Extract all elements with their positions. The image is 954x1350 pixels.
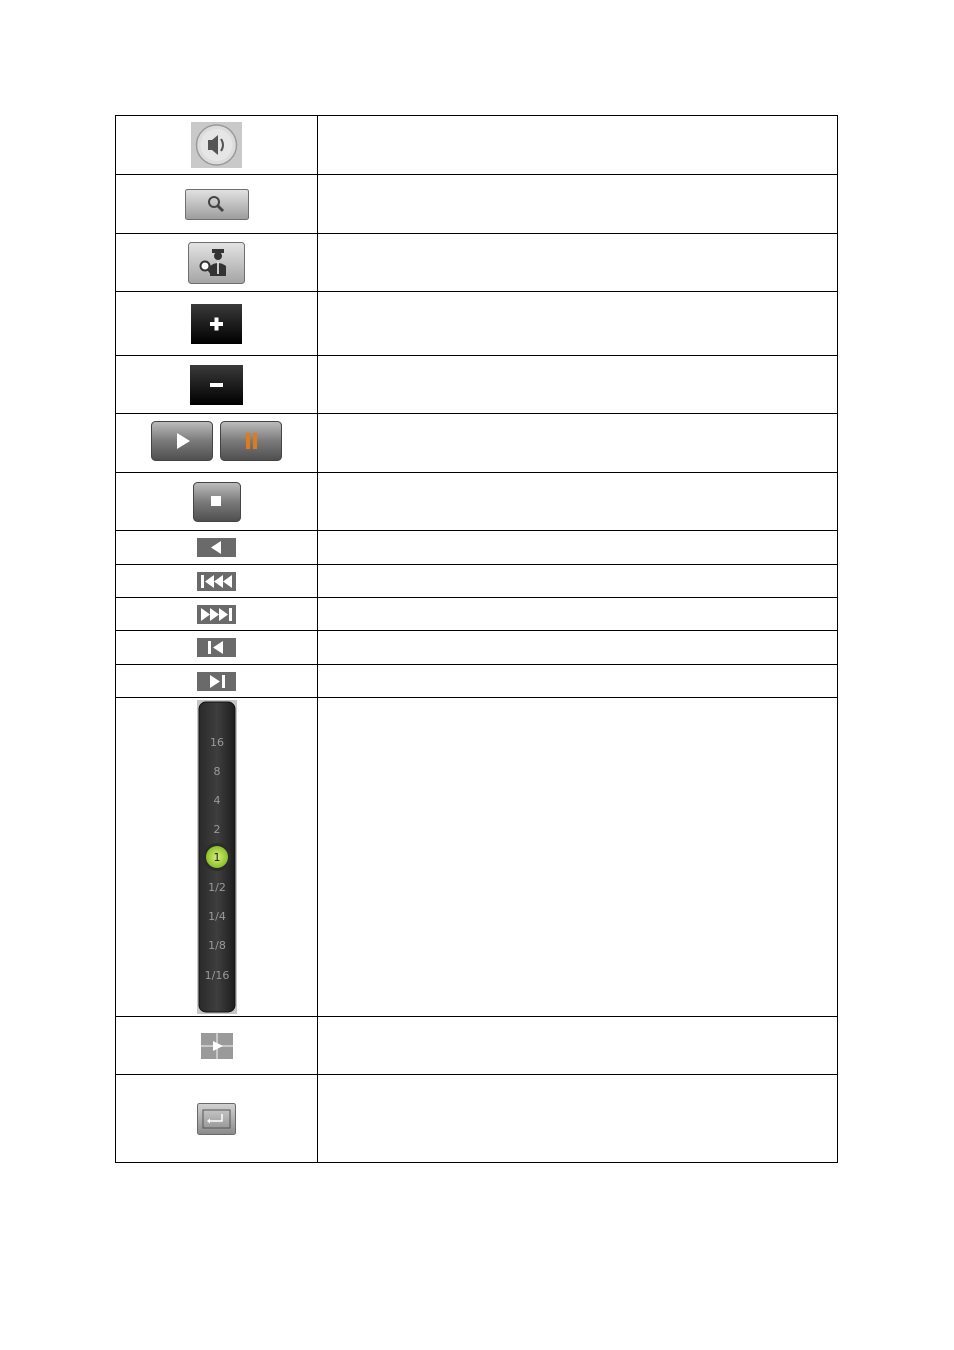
step-back-icon[interactable]: [197, 638, 236, 657]
speed-label-16: 16: [209, 736, 224, 749]
move-icon[interactable]: [201, 1033, 233, 1059]
fast-rewind-icon[interactable]: [197, 572, 236, 591]
description-cell: [318, 531, 838, 565]
search-icon[interactable]: [185, 189, 249, 220]
speed-label-1-8: 1/8: [207, 939, 226, 952]
table-row: [116, 356, 838, 414]
speed-label-8: 8: [213, 765, 220, 778]
description-cell: [318, 116, 838, 175]
icon-cell: [116, 356, 318, 414]
description-cell: [318, 631, 838, 665]
icon-cell: [116, 1017, 318, 1075]
description-cell: [318, 292, 838, 356]
table-row: [116, 116, 838, 175]
table-row: [116, 473, 838, 531]
description-cell: [318, 698, 838, 1017]
table-row: [116, 175, 838, 234]
icon-cell: [116, 698, 318, 1017]
table-row: [116, 698, 838, 1017]
minus-icon[interactable]: [190, 365, 243, 405]
table-row: [116, 598, 838, 631]
speaker-icon[interactable]: [191, 122, 242, 168]
icon-cell: [116, 1075, 318, 1163]
table-row: [116, 531, 838, 565]
play-icon[interactable]: [151, 421, 213, 461]
icon-cell: [116, 414, 318, 473]
pause-icon[interactable]: [220, 421, 282, 461]
table-row: [116, 565, 838, 598]
table-row: [116, 631, 838, 665]
plus-icon[interactable]: [191, 304, 242, 344]
icon-cell: [116, 175, 318, 234]
icon-description-table: [115, 115, 838, 1163]
description-cell: [318, 473, 838, 531]
icon-cell: [116, 116, 318, 175]
speed-slider[interactable]: [197, 700, 237, 1014]
icon-cell: [116, 292, 318, 356]
description-cell: [318, 665, 838, 698]
stop-icon[interactable]: [193, 482, 241, 522]
description-cell: [318, 175, 838, 234]
icon-cell: [116, 531, 318, 565]
speed-label-1: 1: [213, 851, 220, 864]
description-cell: [318, 598, 838, 631]
enter-icon[interactable]: [197, 1103, 236, 1135]
step-forward-icon[interactable]: [197, 672, 236, 691]
icon-cell: [116, 631, 318, 665]
speed-label-1-2: 1/2: [207, 881, 226, 894]
reverse-play-icon[interactable]: [197, 538, 236, 557]
table-row: [116, 414, 838, 473]
table-row: [116, 1075, 838, 1163]
description-cell: [318, 1075, 838, 1163]
fast-forward-icon[interactable]: [197, 605, 236, 624]
icon-cell: [116, 565, 318, 598]
table-row: [116, 234, 838, 292]
description-cell: [318, 1017, 838, 1075]
table-row: [116, 1017, 838, 1075]
speed-label-2: 2: [213, 823, 220, 836]
description-cell: [318, 234, 838, 292]
person-search-icon[interactable]: [188, 242, 245, 284]
table-row: [116, 665, 838, 698]
description-cell: [318, 356, 838, 414]
table-row: [116, 292, 838, 356]
icon-cell: [116, 598, 318, 631]
icon-cell: [116, 665, 318, 698]
speed-label-1-4: 1/4: [207, 910, 226, 923]
speed-label-1-16: 1/16: [204, 969, 229, 982]
speed-label-4: 4: [213, 794, 220, 807]
description-cell: [318, 565, 838, 598]
icon-cell: [116, 234, 318, 292]
play-pause-group: [151, 421, 282, 461]
icon-cell: [116, 473, 318, 531]
description-cell: [318, 414, 838, 473]
